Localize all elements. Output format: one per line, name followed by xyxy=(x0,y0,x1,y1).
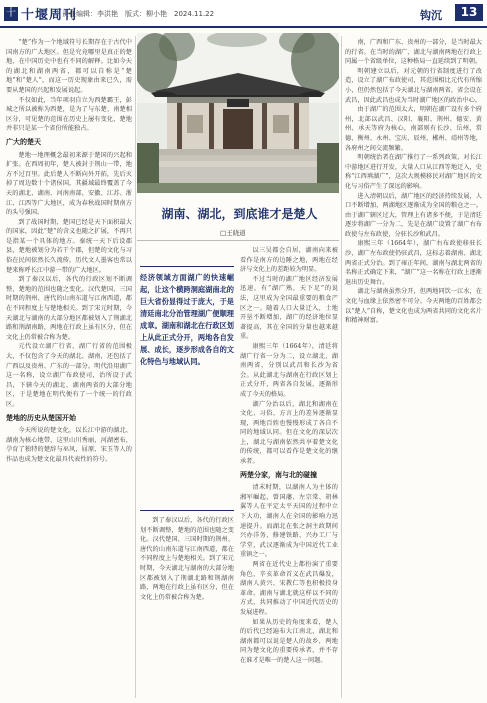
paragraph: 明朝建立以后，对元朝的行省制度进行了改造，设立了湖广布政使司，其范围相比元代有所缩小，但仍然包括了今天湖北与湖南两省，省会设在武昌，因此武昌也成为当时湖广地区的政治中心。 xyxy=(345,67,482,104)
pull-quote-rule-bottom xyxy=(140,510,234,511)
article-photo xyxy=(137,33,339,193)
article-byline: □王晓道 xyxy=(220,229,246,237)
paragraph: 由于湖广的范围太大，明朝在湖广设有多个府州，北部以武昌、汉阳、襄阳、荆州、德安、黄州、承天等府为核心，南部则有长沙、岳州、常德、衡州、永州、宝庆、辰州、郴州、靖州等地，各府州之间交流频繁。 xyxy=(345,106,482,152)
section-name: 钩沉 xyxy=(420,9,442,22)
article-column-2 xyxy=(240,246,338,698)
ancestral-hall-image xyxy=(137,33,339,193)
article-column-1 xyxy=(6,38,132,698)
subheading: 广大的楚天 xyxy=(6,137,41,146)
paragraph: 元代设立湖广行省，湖广行省的范围极大，不仅包含了今天的湖北、湖南，还包括了广西以及贵州、广东的一部分。明代沿用湖广这一名称，设立湖广布政使司，治所设于武昌，下辖今天的湖北、湖南两省的大部分地区，于是楚地在明代便有了一个统一的行政区。 xyxy=(6,343,132,408)
subheading: 两楚分家，南与北的碰撞 xyxy=(240,470,317,479)
publication-title: 十堰周刊 xyxy=(21,8,78,23)
paragraph: 以三吴都会自居，湖南向来被看作是南方的边陲之地，两地在经济与文化上的差距较为明显。 xyxy=(240,247,338,274)
paragraph: 康熙三年（1664年），清廷将湖广行省一分为二，设立湖北、湖南两省，分别以武昌和长沙为省会。从此湖北与湖南在行政区划上正式分开，两省各自发展，逐渐形成了今天的格局。 xyxy=(240,342,338,398)
paragraph: 明朝统治者在湖广推行了一系列政策，对长江中游地区进行开发，大量人口从江西等地迁入，史称“江西填湖广”，这次大规模移民对湖广地区的文化与习俗产生了深远的影响。 xyxy=(345,154,482,190)
paragraph: 到了秦汉以后，各代的行政区划不断调整，楚地的范围也随之变化。汉代楚国、三国时期的荆州、唐代的山南东道与江南西道，都在不同程度上与楚地相关。到了宋元时期，今天湖北与湖南的大部分地区都被划入了荆湖北路和荆湖南路，两地在行政上虽有区分，但在文化上仍常被合称为楚。 xyxy=(6,276,132,341)
pull-quote-rule-top xyxy=(140,266,234,267)
paragraph: 康熙三年（1664年），湖广右布政使移驻长沙，湖广左布政使仍驻武昌，这标志着湖南、湖北两省正式分治。到了雍正年间，湖南与湖北两省的名称正式确定下来，“湖广”这一名称在行政上逐渐退出历史舞台。 xyxy=(345,240,482,286)
headline-rule xyxy=(137,240,339,241)
column-divider xyxy=(135,36,136,698)
article-column-2-lower xyxy=(140,516,234,698)
paragraph: 不仅如此，当年项羽自立为西楚霸王，彭城之所以被称为西楚，是为了与东楚、南楚相区分，可见楚的范围在历史上屡有变化，楚地并非只是某一个省份所能独占。 xyxy=(6,96,132,133)
column-divider xyxy=(341,36,342,698)
article-headline: 湖南、湖北，到底谁才是楚人 xyxy=(161,207,318,221)
paragraph: 楚地一地理概念最初来源于楚国的兴起和扩张。在西周初年，楚人被封于荆山一带，地方不过百里。此后楚人不断向外开拓，先后灭掉了周边数十个诸侯国，其疆域最终覆盖了今天的湖北、湖南、河南南部、安徽、江苏、浙江、江西等广大地区，成为春秋战国时期南方的头号强国。 xyxy=(6,151,132,217)
paragraph: 到了秦汉以后，各代的行政区划不断调整，楚地的范围也随之变化。汉代楚国、三国时期的荆州、唐代的山南东道与江南西道，都在不同程度上与楚地相关。到了宋元时期，今天湖北与湖南的大部分地区都被划入了荆湖北路和荆湖南路，两地在行政上虽有区分，但在文化上仍常被合称为楚。 xyxy=(140,517,234,601)
paragraph: 南，广西和广东、贵州的一部分，是当时最大的行省。在当时的湖广，湖北与湖南两地在行政上同属一个省级单位，这种格局一直延续到了明朝。 xyxy=(345,39,482,66)
paragraph: 到了战国时期，楚国已经是天下面积最大的国家，因此“楚”的含义也随之扩展，不再只是指某一个具体的地方。秦统一天下后设郡县，楚地被划分为若干个郡，但楚的文化与习俗在民间依然长久流传，历代文人墨客也常以楚来称呼长江中游一带的广大地区。 xyxy=(6,218,132,274)
logo-mark-icon: 十 xyxy=(6,7,16,19)
paragraph: 两省在近代史上都扮演了重要角色，辛亥革命首义在武昌爆发，湖南人黄兴、宋教仁等也积极投身革命。湖南与湖北就这样以不同的方式，共同推动了中国近代历史的发展进程。 xyxy=(240,561,338,616)
article-column-3 xyxy=(345,38,482,698)
subheading: 楚地的历史从楚国开始 xyxy=(6,413,76,422)
paragraph: “楚”作为一个地域符号长期存在于古代中国南方的广大地区。但是究竟哪里是真正的楚地，在中国历史中也有不同的解释。比如今天的湖北和湖南两省，都可以自称是“楚地”和“楚人”，而这一历史现象由来已久，需要从楚国的兴起和发展说起。 xyxy=(6,39,132,94)
paragraph: 进入清朝以后，湖广地区的经济持续发展，人口不断增加，两湖地区逐渐成为全国的粮仓之一。由于湖广辖区过大，管理上有诸多不便，于是清廷逐步将湖广一分为二，先是在湖广设置了湖广右布政使与左布政使，分驻长沙和武昌。 xyxy=(345,192,482,238)
page-header xyxy=(0,0,487,26)
paragraph: 今天所说的楚文化，以长江中游的湖北、湖南为核心地带，这里山川秀丽，河湖密布，孕育了独特的楚辞与巫风，屈原、宋玉等人的作品也成为楚文化最具代表性的符号。 xyxy=(6,427,132,463)
paragraph: 如果从历史的角度来看，楚人的后代已经遍布大江南北，湖北和湖南都可以说是楚人的故乡，两地同为楚文化的重要传承者，并不存在谁才是唯一的楚人这一问题。 xyxy=(240,618,338,664)
paragraph: 湖北与湖南虽然分开，但两地同饮一江水，在文化与血缘上依然密不可分。今天两地的百姓都会以“楚人”自称，楚文化也成为两省共同的文化名片和精神财富。 xyxy=(345,288,482,325)
paragraph: 清末时期，以湖南人为主体的湘军崛起，曾国藩、左宗棠、胡林翼等人在平定太平天国的过程中立下大功，湖南人在全国的影响力迅速提升。而湖北在张之洞主政期间兴办洋务，修建铁路、兴办工厂与学堂，武汉逐渐成为中国近代工业重镇之一。 xyxy=(240,484,338,559)
editor-credits: 责任编辑：李洪艳 版式：柳小艳 2024.11.22 xyxy=(62,10,215,18)
page-number: 13 xyxy=(455,4,483,21)
paragraph: 湖广分治以后，湖北和湖南在文化、习俗、方言上的差异逐渐显现，两地百姓也慢慢形成了各自不同的地域认同。但在文化的深层次上，湖北与湖南依然共享着楚文化的传统，都可以看作是楚文化的继承者。 xyxy=(240,400,338,466)
header-rule xyxy=(0,26,487,28)
pull-quote: 经济领域方面湖广的快速崛起，让这个横跨洞庭湖南北的巨大省份显得过于庞大，于是清廷南北分治管理湖广便顺理成章。湖南和湖北在行政区划上从此正式分开，两地各自发展、成长，逐步形成各自的文化特色与地域认同。 xyxy=(140,273,234,366)
paragraph: 不过当时的湖广地区经济发展迅速，有“湖广熟，天下足”的说法，这里成为全国最重要的粮食产区之一。随着人口大量迁入，土地开垦不断增加，湖广的经济地位显著提高，其在全国的分量也越来越重。 xyxy=(240,275,338,341)
